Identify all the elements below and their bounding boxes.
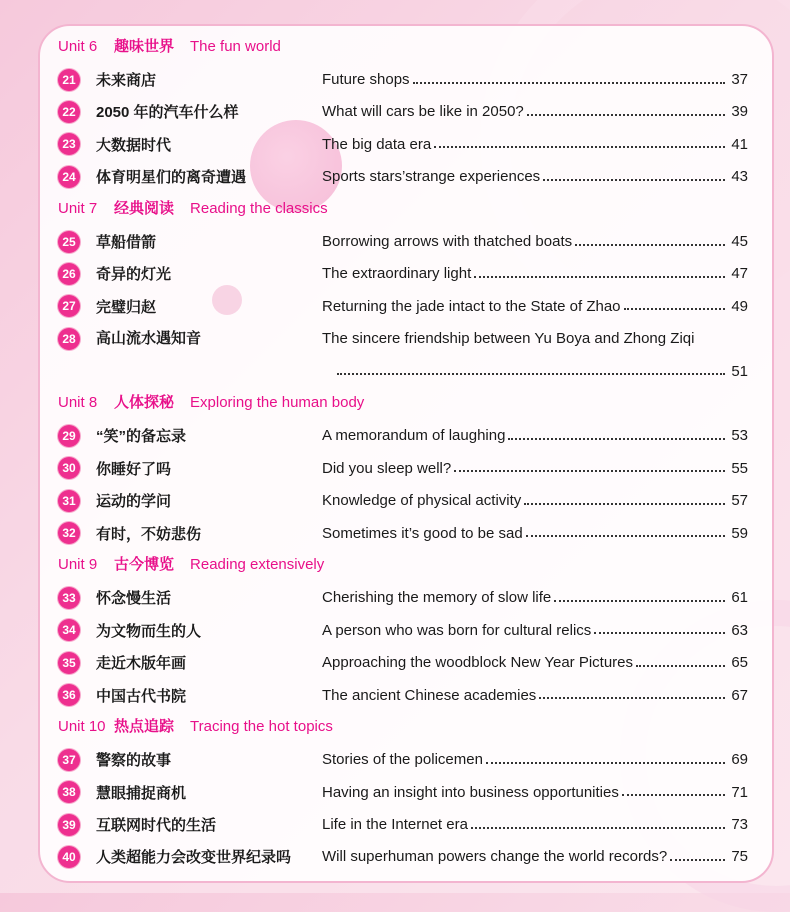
lesson-title-cn: 完璧归赵 [96, 298, 157, 316]
toc-entry[interactable] [58, 323, 748, 388]
toc-entry[interactable] [58, 225, 748, 257]
lesson-number-badge: 40 [58, 846, 80, 868]
dot-leader [413, 82, 725, 84]
page-number: 65 [731, 654, 748, 672]
page-number: 63 [731, 621, 748, 639]
lesson-number-badge: 24 [58, 166, 80, 188]
toc-entry[interactable] [58, 258, 748, 290]
toc-entry[interactable] [58, 841, 748, 873]
unit-title-en: The fun world [190, 38, 281, 55]
lesson-title-en: Life in the Internet era [322, 816, 468, 834]
lesson-number-badge: 26 [58, 263, 80, 285]
lesson-title-en: Having an insight into business opportunities [322, 783, 619, 801]
dot-leader [624, 308, 725, 310]
unit-title-en: Tracing the hot topics [190, 718, 333, 736]
page-number: 47 [731, 265, 748, 283]
lesson-title-cn: 体育明星们的离奇遭遇 [96, 169, 247, 187]
dot-leader [539, 697, 725, 699]
page-number: 37 [731, 71, 748, 89]
dot-leader [337, 373, 725, 375]
unit-title-en: Reading the classics [190, 199, 328, 217]
lesson-title-en: Sometimes it’s good to be sad [322, 524, 523, 542]
lesson-title-cn: 未来商店 [96, 72, 157, 90]
dot-leader [524, 503, 725, 505]
lesson-title-en: What will cars be like in 2050? [322, 103, 524, 121]
page-number: 75 [731, 848, 748, 866]
lesson-number-badge: 28 [58, 328, 80, 350]
lesson-title-en: Knowledge of physical activity [322, 492, 522, 510]
lesson-number-badge: 22 [58, 101, 80, 123]
lesson-title-en: Future shops [322, 71, 410, 89]
unit-number: Unit 10 [58, 718, 106, 736]
lesson-title-cn: 怀念慢生活 [96, 590, 172, 608]
toc-entry[interactable] [58, 420, 748, 452]
lesson-number-badge: 35 [58, 652, 80, 674]
unit-number: Unit 7 [58, 199, 98, 217]
dot-leader [554, 600, 725, 602]
lesson-number-badge: 23 [58, 133, 80, 155]
page-number: 49 [731, 297, 748, 315]
dot-leader [670, 859, 725, 861]
unit-title-cn: 古今博览 [114, 556, 175, 574]
lesson-title-cn: 中国古代书院 [96, 687, 187, 705]
lesson-title-en: A memorandum of laughing [322, 427, 506, 445]
lesson-title-en: The big data era [322, 135, 432, 153]
unit-title-cn: 趣味世界 [114, 38, 175, 55]
lesson-title-en: Will superhuman powers change the world records? [322, 848, 668, 866]
page-number: 73 [731, 816, 748, 834]
page-number: 55 [731, 459, 748, 477]
lesson-title-en: Cherishing the memory of slow life [322, 589, 552, 607]
lesson-title-en: Sports stars’strange experiences [322, 168, 541, 186]
dot-leader [434, 146, 725, 148]
dot-leader [471, 827, 725, 829]
page-number: 53 [731, 427, 748, 445]
unit-heading[interactable] [58, 711, 748, 743]
lesson-title-cn: 你睡好了吗 [96, 460, 172, 478]
unit-title-en: Reading extensively [190, 556, 325, 574]
unit-title-cn: 热点追踪 [114, 718, 175, 736]
toc-entry[interactable] [58, 776, 748, 808]
lesson-title-cn: 为文物而生的人 [96, 622, 202, 640]
lesson-number-badge: 39 [58, 814, 80, 836]
lesson-number-badge: 37 [58, 749, 80, 771]
lesson-title-en: Stories of the policemen [322, 751, 483, 769]
lesson-title-en: Approaching the woodblock New Year Pictures [322, 654, 634, 672]
lesson-number-badge: 32 [58, 522, 80, 544]
unit-heading[interactable] [58, 193, 748, 225]
lesson-title-cn: 运动的学问 [96, 493, 172, 511]
lesson-number-badge: 36 [58, 684, 80, 706]
lesson-title-en: The sincere friendship between Yu Boya and Zhong Ziqi [322, 329, 695, 347]
lesson-number-badge: 38 [58, 781, 80, 803]
lesson-title-cn: 警察的故事 [96, 752, 172, 770]
dot-leader [543, 179, 725, 181]
lesson-title-cn: 有时，不妨悲伤 [96, 525, 202, 543]
unit-title-cn: 人体探秘 [114, 394, 175, 412]
lesson-number-badge: 29 [58, 425, 80, 447]
page-number: 61 [731, 589, 748, 607]
unit-heading[interactable] [58, 387, 748, 419]
page-number: 39 [731, 103, 748, 121]
lesson-number-badge: 25 [58, 231, 80, 253]
unit-number: Unit 6 [58, 38, 98, 55]
lesson-number-badge: 33 [58, 587, 80, 609]
dot-leader [526, 535, 725, 537]
toc-entry[interactable] [58, 128, 748, 160]
lesson-title-en: Did you sleep well? [322, 459, 452, 477]
dot-leader [474, 276, 725, 278]
lesson-number-badge: 31 [58, 490, 80, 512]
dot-leader [508, 438, 725, 440]
toc-entry[interactable] [58, 808, 748, 840]
lesson-number-badge: 21 [58, 69, 80, 91]
dot-leader [622, 794, 725, 796]
toc-entry[interactable] [58, 96, 748, 128]
unit-number: Unit 8 [58, 394, 98, 412]
lesson-title-cn: 草船借箭 [96, 234, 157, 252]
lesson-number-badge: 34 [58, 619, 80, 641]
page-number: 45 [731, 233, 748, 251]
page-number: 69 [731, 751, 748, 769]
page-number: 51 [731, 362, 748, 380]
lesson-title-cn: 人类超能力会改变世界纪录吗 [96, 849, 292, 867]
lesson-title-en: Borrowing arrows with thatched boats [322, 233, 573, 251]
toc-entry[interactable] [58, 582, 748, 614]
page-number: 43 [731, 168, 748, 186]
dot-leader [594, 632, 725, 634]
dot-leader [636, 665, 725, 667]
toc-entry[interactable] [58, 744, 748, 776]
lesson-title-cn: 互联网时代的生活 [96, 817, 217, 835]
table-of-contents [58, 31, 748, 873]
unit-heading[interactable] [58, 549, 748, 581]
page-number: 71 [731, 783, 748, 801]
lesson-title-en: A person who was born for cultural relics [322, 621, 592, 639]
lesson-title-cn: 走近木版年画 [96, 655, 187, 673]
toc-entry[interactable] [58, 290, 748, 322]
toc-entry[interactable] [58, 646, 748, 678]
toc-entry[interactable] [58, 161, 748, 193]
toc-entry[interactable] [58, 63, 748, 95]
lesson-title-cn: 奇异的灯光 [96, 266, 172, 284]
page-number: 57 [731, 492, 748, 510]
unit-number: Unit 9 [58, 556, 98, 574]
lesson-title-cn: 高山流水遇知音 [96, 329, 202, 347]
page-number: 41 [731, 135, 748, 153]
toc-entry[interactable] [58, 452, 748, 484]
page-number: 67 [731, 686, 748, 704]
lesson-title-cn: 2050 年的汽车什么样 [96, 104, 239, 122]
dot-leader [575, 244, 725, 246]
dot-leader [486, 762, 725, 764]
page-number: 59 [731, 524, 748, 542]
toc-entry[interactable] [58, 517, 748, 549]
lesson-title-en: Returning the jade intact to the State of Zhao [322, 297, 621, 315]
lesson-title-cn: 慧眼捕捉商机 [96, 784, 187, 802]
dot-leader [454, 470, 725, 472]
unit-heading[interactable] [58, 31, 748, 63]
unit-title-cn: 经典阅读 [114, 199, 175, 217]
unit-title-en: Exploring the human body [190, 394, 365, 412]
dot-leader [527, 114, 725, 116]
lesson-number-badge: 30 [58, 457, 80, 479]
toc-entry[interactable] [58, 484, 748, 516]
lesson-title-cn: “笑”的备忘录 [96, 428, 187, 446]
toc-entry[interactable] [58, 679, 748, 711]
lesson-title-en: The ancient Chinese academies [322, 686, 537, 704]
lesson-number-badge: 27 [58, 295, 80, 317]
toc-entry[interactable] [58, 614, 748, 646]
lesson-title-en: The extraordinary light [322, 265, 472, 283]
lesson-title-cn: 大数据时代 [96, 136, 172, 154]
